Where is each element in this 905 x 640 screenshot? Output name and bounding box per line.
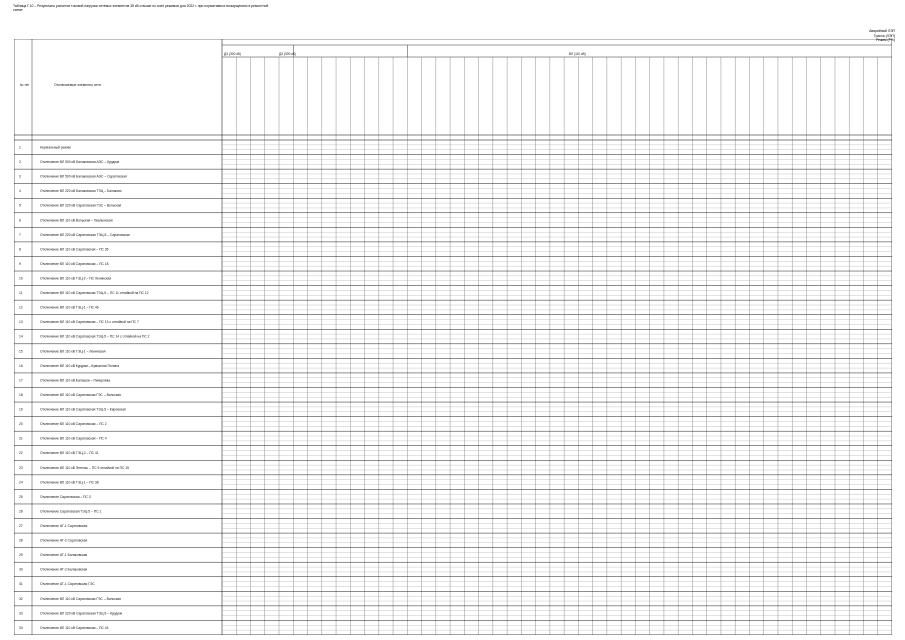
col-header-no: № п/п [20,83,30,87]
row-number: 2 [19,160,21,165]
row-label: Отключение АТ-1 Саратовская ГЭС [40,582,95,587]
row-number: 4 [19,189,21,194]
row-label: Отключение АТ-1 Балаковская [40,553,88,558]
row-label: Отключение ВЛ 110 кВ Саратовская – ПС 4 [40,436,107,441]
row-number: 22 [19,451,23,456]
row-number: 21 [19,436,23,441]
row-number: 6 [19,218,21,223]
right-header-line-2: Трасса (ЛЭП) [873,33,895,38]
row-number: 14 [19,334,23,339]
row-label: Отключение Саратовская – ПС 3 [40,494,91,499]
row-number: 1 [19,145,21,150]
row-label: Отключение АТ-1 Саратовская [40,524,88,529]
data-table-grid [14,39,892,635]
row-number: 20 [19,422,23,427]
row-label: Отключение АТ-2 Балаковская [40,567,88,572]
row-label: Отключение ВЛ 110 кВ Саратовская ТЭЦ-5 – Кировская [40,407,126,412]
row-label: Отключение ВЛ 110 кВ Саратовская ТЭЦ-5 – ПС 11 отпайкой на ПС 12 [40,291,149,296]
row-number: 17 [19,378,23,383]
row-number: 7 [19,232,21,237]
row-label: Отключение ВЛ 500 кВ Балаковская АЭС – Курдюм [40,160,119,165]
row-number: 19 [19,407,23,412]
row-number: 27 [19,524,23,529]
row-label: Отключение ВЛ 110 кВ Саратовская – ПС 44 [40,625,109,630]
row-number: 31 [19,582,23,587]
row-label: Отключение ВЛ 220 кВ Саратовская ГЭС – Вольская [40,203,122,208]
row-number: 8 [19,247,21,252]
row-label: Отключение ВЛ 500 кВ Балаковская АЭС – Саратовская [40,174,127,179]
row-number: 11 [19,291,23,296]
row-label: Отключение ВЛ 220 кВ Саратовская ТЭЦ-5 – Саратовская [40,232,130,237]
row-label: Отключение ВЛ 110 кВ ТЭЦ-1 – Ленинская [40,349,106,354]
row-label: Отключение АТ-2 Саратовская [40,538,88,543]
row-label: Отключение ВЛ 110 кВ ТЭЦ-2 – ПС Ленинская [40,276,112,281]
row-number: 3 [19,174,21,179]
col-header-group2: ДЗ (300 кВ) [279,52,296,56]
row-number: 16 [19,363,23,368]
row-number: 28 [19,538,23,543]
row-number: 30 [19,567,23,572]
row-number: 25 [19,494,23,499]
row-number: 9 [19,261,21,266]
row-label: Отключение ВЛ 220 кВ Балаковская ТЭЦ – Балаково [40,189,122,194]
col-header-group1: ДЗ (300 кВ) [224,52,241,56]
row-number: 29 [19,553,23,558]
row-number: 5 [19,203,21,208]
row-number: 10 [19,276,23,281]
row-number: 34 [19,625,23,630]
row-label: Отключение ВЛ 110 кВ Саратовская ГЭС – Вольская [40,596,121,601]
col-header-group3: ВЛ (110 кВ) [569,52,586,56]
row-number: 15 [19,349,23,354]
table-caption: Таблица Г.10 – Результаты расчетов токовой нагрузки сетевых элементов 35 кВ и выше по зоне режимов для 2022 г. при нормативных возмущениях в ремонтной схеме [13,4,269,13]
right-header-line-1: Аварийный ЛЭП [869,29,895,33]
row-label: Отключение ВЛ 110 кВ Саратовская – ПС 2 [40,422,107,427]
row-number: 23 [19,465,23,470]
row-label: Отключение ВЛ 110 кВ ТЭЦ-1 – ПС 38 [40,480,99,485]
col-header-name: Отключаемые элементы сети [54,83,101,87]
row-number: 33 [19,611,23,616]
row-label: Отключение ВЛ 220 кВ Саратовская ТЭЦ-5 – Курдюм [40,611,122,616]
row-label: Отключение Саратовская ТЭЦ-5 – ПС 1 [40,509,102,514]
row-number: 12 [19,305,23,310]
row-label: Отключение ВЛ 110 кВ ТЭЦ-2 – ПС 41 [40,451,99,456]
row-label: Отключение ВЛ 110 кВ Курдюм – Кумысная Поляна [40,363,120,368]
row-label: Нормальный режим [40,145,71,150]
row-label: Отключение ВЛ 110 кВ Саратовская – ПС 18 [40,261,109,266]
row-number: 26 [19,509,23,514]
row-label: Отключение ВЛ 110 кВ Саратовская – ПС 35 [40,247,109,252]
row-label: Отключение ВЛ 110 кВ Энгельс – ПС 9 отпайкой на ПС 15 [40,465,129,470]
row-label: Отключение ВЛ 110 кВ Саратовская ТЭЦ-5 – ПС 14 с отпайкой на ПС 2 [40,334,150,339]
row-number: 13 [19,320,23,325]
row-number: 18 [19,392,23,397]
row-label: Отключение ВЛ 110 кВ Балашов – Пинеровка [40,378,111,383]
row-number: 32 [19,596,23,601]
row-number: 24 [19,480,23,485]
right-header-line-3: Режим (Р%) [876,38,895,42]
row-label: Отключение ВЛ 110 кВ Вольская – Хвалынская [40,218,113,223]
row-label: Отключение ВЛ 110 кВ Саратовская ГЭС – Вольская [40,392,121,397]
row-label: Отключение ВЛ 110 кВ ТЭЦ-1 – ПС 46 [40,305,99,310]
row-label: Отключение ВЛ 110 кВ Саратовская – ПС 13 с отпайкой на ПС 7 [40,320,139,325]
data-table [14,39,892,635]
